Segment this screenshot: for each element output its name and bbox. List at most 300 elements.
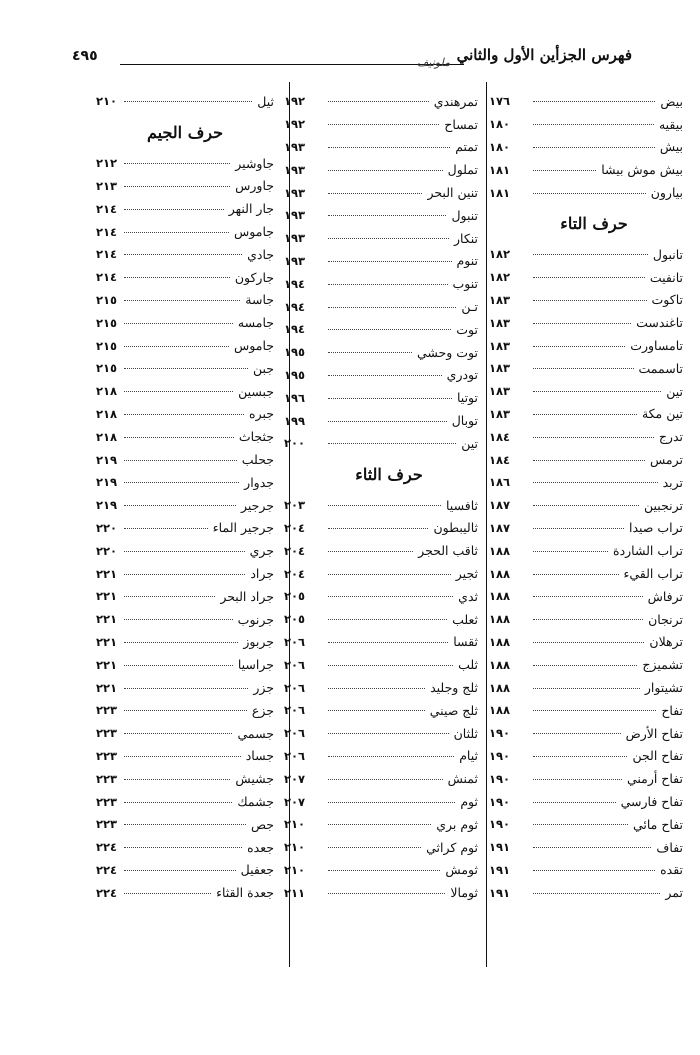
index-entry bbox=[489, 380, 683, 403]
entry-page-number: ٢١٨ bbox=[96, 429, 118, 444]
entry-page-number: ٢٢٤ bbox=[96, 840, 118, 855]
dot-leader bbox=[328, 869, 440, 871]
index-entry bbox=[489, 113, 683, 136]
entry-page-number: ١٨٣ bbox=[489, 406, 511, 421]
dot-leader bbox=[533, 413, 637, 415]
index-entry bbox=[96, 517, 274, 540]
entry-page-number: ١٨٠ bbox=[489, 117, 511, 132]
entry-term: جدوار bbox=[244, 474, 274, 490]
dot-leader bbox=[533, 892, 660, 894]
entry-term: ثوم bbox=[460, 794, 478, 809]
dot-leader bbox=[328, 283, 448, 285]
dot-leader bbox=[328, 306, 456, 308]
entry-term: بيض bbox=[660, 93, 683, 109]
index-entry bbox=[489, 653, 683, 676]
entry-page-number: ١٩١ bbox=[489, 862, 511, 877]
index-entry bbox=[489, 448, 683, 471]
entry-page-number: ٢٠٦ bbox=[284, 657, 306, 672]
dot-leader bbox=[124, 732, 232, 734]
entry-term: تنوب bbox=[452, 276, 478, 292]
entry-term: تراب الشاردة bbox=[613, 543, 683, 559]
dot-leader bbox=[533, 100, 655, 102]
entry-page-number: ٢٢٣ bbox=[96, 771, 118, 786]
dot-leader bbox=[533, 459, 645, 461]
entry-page-number: ٢٠٦ bbox=[284, 634, 306, 649]
index-entry bbox=[284, 386, 478, 409]
entry-term: تنين البحر bbox=[427, 185, 478, 201]
entry-term: تـن bbox=[461, 299, 478, 315]
entry-page-number: ٢٢٣ bbox=[96, 748, 118, 763]
index-entry bbox=[284, 250, 478, 273]
entry-page-number: ٢١٣ bbox=[96, 178, 118, 193]
entry-term: جساد bbox=[245, 748, 274, 764]
index-entry bbox=[284, 517, 478, 540]
index-entry bbox=[96, 197, 274, 220]
entry-page-number: ١٩٣ bbox=[284, 185, 306, 200]
entry-term: جشيش bbox=[235, 771, 274, 787]
dot-leader bbox=[328, 397, 452, 399]
entry-page-number: ٢٢٣ bbox=[96, 703, 118, 718]
dot-leader bbox=[328, 504, 441, 506]
dot-leader bbox=[533, 169, 596, 171]
entry-page-number: ٢١٠ bbox=[284, 817, 306, 832]
dot-leader bbox=[124, 208, 224, 210]
entry-page-number: ٢١٤ bbox=[96, 224, 118, 239]
entry-page-number: ٢٠٦ bbox=[284, 680, 306, 695]
index-entry bbox=[489, 357, 683, 380]
index-entry bbox=[284, 608, 478, 631]
index-entry bbox=[284, 90, 478, 113]
entry-term: ثوم كراثي bbox=[426, 839, 478, 855]
entry-term: تين bbox=[461, 435, 478, 451]
dot-leader bbox=[124, 869, 236, 871]
index-entry bbox=[489, 539, 683, 562]
dot-leader bbox=[124, 573, 245, 575]
index-entry bbox=[96, 539, 274, 562]
index-entry bbox=[489, 471, 683, 494]
dot-leader bbox=[533, 778, 622, 780]
dot-leader bbox=[328, 595, 453, 597]
index-entry bbox=[284, 272, 478, 295]
entry-term: ثمنش bbox=[447, 771, 478, 787]
entry-page-number: ١٨١ bbox=[489, 185, 511, 200]
entry-page-number: ١٨٢ bbox=[489, 270, 511, 285]
index-entry bbox=[96, 289, 274, 312]
dot-leader bbox=[328, 214, 446, 216]
index-entry bbox=[96, 220, 274, 243]
index-entry bbox=[96, 585, 274, 608]
dot-leader bbox=[533, 504, 639, 506]
index-entry bbox=[489, 585, 683, 608]
entry-term: ثدي bbox=[458, 588, 478, 604]
index-entry bbox=[489, 745, 683, 768]
index-entry bbox=[284, 585, 478, 608]
entry-page-number: ١٨٨ bbox=[489, 612, 511, 627]
dot-leader bbox=[124, 846, 242, 848]
index-entry bbox=[284, 836, 478, 859]
index-entry bbox=[489, 631, 683, 654]
entry-term: جحلب bbox=[241, 452, 274, 468]
entry-term: تانفيت bbox=[649, 269, 683, 285]
index-entry bbox=[284, 113, 478, 136]
entry-page-number: ٢١٩ bbox=[96, 452, 118, 467]
index-entry bbox=[489, 311, 683, 334]
entry-term: ثومش bbox=[445, 862, 478, 878]
entry-page-number: ٢٢١ bbox=[96, 566, 118, 581]
dot-leader bbox=[533, 550, 608, 552]
entry-term: تربد bbox=[662, 474, 683, 490]
dot-leader bbox=[328, 442, 456, 444]
entry-page-number: ٢٠٦ bbox=[284, 703, 306, 718]
entry-page-number: ٢١٥ bbox=[96, 338, 118, 353]
entry-page-number: ١٩٣ bbox=[284, 253, 306, 268]
entry-page-number: ١٨٨ bbox=[489, 657, 511, 672]
dot-leader bbox=[533, 146, 655, 148]
entry-page-number: ١٩٩ bbox=[284, 413, 306, 428]
dot-leader bbox=[533, 823, 628, 825]
entry-term: ترمس bbox=[649, 452, 683, 468]
dot-leader bbox=[124, 687, 248, 689]
dot-leader bbox=[328, 823, 431, 825]
entry-page-number: ١٩٦ bbox=[284, 390, 306, 405]
index-entry bbox=[284, 722, 478, 745]
entry-page-number: ١٨٣ bbox=[489, 292, 511, 307]
entry-term: جثجاث bbox=[238, 429, 274, 445]
entry-term: ثيل bbox=[257, 93, 274, 109]
entry-term: تين bbox=[666, 383, 683, 399]
entry-page-number: ١٩٤ bbox=[284, 276, 306, 291]
entry-page-number: ١٩٢ bbox=[284, 117, 306, 132]
entry-page-number: ٢٢١ bbox=[96, 680, 118, 695]
entry-page-number: ١٩٣ bbox=[284, 208, 306, 223]
section-heading: حرف الثاء bbox=[355, 464, 423, 484]
entry-term: تشيتوار bbox=[644, 680, 683, 696]
entry-page-number: ١٩٤ bbox=[284, 322, 306, 337]
dot-leader bbox=[124, 185, 230, 187]
dot-leader bbox=[533, 322, 631, 324]
dot-leader bbox=[533, 390, 661, 392]
index-column-right bbox=[489, 90, 683, 904]
entry-page-number: ٢٢٣ bbox=[96, 794, 118, 809]
dot-leader bbox=[328, 374, 442, 376]
entry-term: تنبول bbox=[451, 207, 478, 223]
entry-term: ثوم بري bbox=[436, 816, 478, 832]
index-entry bbox=[96, 699, 274, 722]
index-entry bbox=[96, 334, 274, 357]
dot-leader bbox=[533, 664, 637, 666]
entry-term: تفاح الأرض bbox=[625, 725, 683, 741]
dot-leader bbox=[328, 641, 448, 643]
entry-page-number: ٢٠٤ bbox=[284, 520, 306, 535]
index-entry bbox=[96, 813, 274, 836]
entry-page-number: ١٧٦ bbox=[489, 94, 511, 109]
dot-leader bbox=[124, 436, 234, 438]
entry-term: توتيا bbox=[457, 390, 478, 406]
dot-leader bbox=[124, 892, 211, 894]
entry-page-number: ١٨٨ bbox=[489, 680, 511, 695]
entry-term: توبال bbox=[451, 413, 478, 429]
entry-term: تامساورت bbox=[630, 338, 683, 354]
index-entry bbox=[284, 227, 478, 250]
entry-page-number: ٢٢٣ bbox=[96, 726, 118, 741]
entry-term: تاكوت bbox=[651, 292, 683, 308]
entry-term: تفاح أرمني bbox=[626, 771, 683, 787]
entry-page-number: ٢٠٤ bbox=[284, 543, 306, 558]
entry-term: جرنوب bbox=[237, 611, 274, 627]
entry-term: تمتم bbox=[455, 139, 478, 155]
entry-term: جرجير الماء bbox=[212, 520, 274, 536]
index-entry bbox=[489, 676, 683, 699]
index-entry bbox=[284, 790, 478, 813]
dot-leader bbox=[533, 709, 656, 711]
dot-leader bbox=[124, 413, 244, 415]
entry-term: تدرج bbox=[658, 429, 683, 445]
entry-page-number: ٢٢٠ bbox=[96, 543, 118, 558]
entry-term: جبن bbox=[252, 360, 274, 376]
entry-page-number: ٢١٥ bbox=[96, 315, 118, 330]
index-entry bbox=[489, 494, 683, 517]
entry-term: تنوم bbox=[456, 253, 478, 269]
entry-term: تفاح مائي bbox=[632, 816, 683, 832]
index-entry bbox=[96, 357, 274, 380]
entry-term: تودري bbox=[446, 367, 478, 383]
entry-page-number: ١٩٣ bbox=[284, 162, 306, 177]
index-entry bbox=[96, 745, 274, 768]
entry-term: جاموس bbox=[234, 338, 274, 354]
entry-term: ثجير bbox=[455, 566, 478, 582]
index-entry bbox=[96, 494, 274, 517]
index-entry bbox=[96, 608, 274, 631]
index-entry bbox=[96, 653, 274, 676]
entry-page-number: ١٩١ bbox=[489, 885, 511, 900]
entry-page-number: ٢٢١ bbox=[96, 634, 118, 649]
index-entry bbox=[284, 364, 478, 387]
index-entry bbox=[284, 295, 478, 318]
index-entry bbox=[96, 243, 274, 266]
dot-leader bbox=[533, 299, 647, 301]
entry-page-number: ١٨٤ bbox=[489, 452, 511, 467]
entry-term: جشمك bbox=[237, 794, 274, 809]
entry-term: جاورس bbox=[235, 178, 274, 194]
dot-leader bbox=[533, 573, 619, 575]
page-header bbox=[72, 42, 632, 72]
entry-page-number: ٢٠٧ bbox=[284, 794, 306, 809]
dot-leader bbox=[533, 345, 625, 347]
dot-leader bbox=[328, 100, 429, 102]
dot-leader bbox=[124, 504, 236, 506]
header-rule bbox=[120, 64, 464, 65]
entry-term: جص bbox=[250, 816, 274, 832]
dot-leader bbox=[124, 709, 247, 711]
entry-term: تنكار bbox=[454, 230, 478, 246]
index-entry bbox=[96, 676, 274, 699]
entry-term: بيش bbox=[659, 139, 683, 155]
index-entry bbox=[284, 136, 478, 159]
entry-term: جار النهر bbox=[228, 201, 274, 217]
entry-term: ثعلب bbox=[452, 611, 478, 627]
index-entry bbox=[284, 181, 478, 204]
dot-leader bbox=[124, 459, 237, 461]
entry-page-number: ٢٢٠ bbox=[96, 520, 118, 535]
entry-page-number: ٢٠٧ bbox=[284, 771, 306, 786]
entry-term: تمساح bbox=[444, 116, 478, 132]
index-entry bbox=[489, 562, 683, 585]
entry-page-number: ٢١٥ bbox=[96, 361, 118, 376]
entry-term: تانبول bbox=[652, 246, 683, 262]
dot-leader bbox=[124, 664, 233, 666]
dot-leader bbox=[124, 299, 240, 301]
page-number: ٤٩٥ bbox=[72, 48, 98, 64]
dot-leader bbox=[533, 367, 634, 369]
entry-page-number: ١٨٢ bbox=[489, 247, 511, 262]
index-column-middle bbox=[284, 90, 478, 904]
dot-leader bbox=[328, 328, 451, 330]
entry-page-number: ١٩٣ bbox=[284, 231, 306, 246]
dot-leader bbox=[533, 869, 655, 871]
index-entry bbox=[489, 243, 683, 266]
entry-term: ثلج صيني bbox=[429, 702, 478, 718]
index-entry bbox=[284, 318, 478, 341]
index-entry bbox=[96, 790, 274, 813]
index-entry bbox=[489, 722, 683, 745]
entry-page-number: ١٨٨ bbox=[489, 634, 511, 649]
column-divider bbox=[486, 82, 487, 967]
entry-page-number: ١٨٣ bbox=[489, 384, 511, 399]
entry-page-number: ١٩٠ bbox=[489, 794, 511, 809]
entry-page-number: ٢٠٥ bbox=[284, 589, 306, 604]
entry-term: ثيام bbox=[459, 748, 478, 764]
dot-leader bbox=[328, 664, 453, 666]
entry-term: تملول bbox=[447, 162, 478, 178]
dot-leader bbox=[328, 892, 445, 894]
entry-page-number: ٢٢٤ bbox=[96, 885, 118, 900]
entry-term: جاسة bbox=[245, 292, 274, 308]
dot-leader bbox=[328, 550, 413, 552]
dot-leader bbox=[328, 687, 425, 689]
index-entry bbox=[284, 409, 478, 432]
entry-page-number: ٢١٠ bbox=[284, 862, 306, 877]
dot-leader bbox=[328, 801, 455, 803]
entry-term: تاسممت bbox=[638, 360, 683, 376]
dot-leader bbox=[124, 550, 245, 552]
entry-term: جادي bbox=[247, 246, 274, 262]
index-entry bbox=[284, 341, 478, 364]
index-entry bbox=[284, 494, 478, 517]
index-entry bbox=[96, 266, 274, 289]
entry-term: ثاقب الحجر bbox=[418, 543, 478, 559]
index-entry bbox=[96, 722, 274, 745]
entry-term: تراب القيء bbox=[623, 566, 683, 582]
entry-page-number: ١٩٠ bbox=[489, 817, 511, 832]
index-entry bbox=[489, 608, 683, 631]
index-entry bbox=[284, 539, 478, 562]
entry-term: ثلج وجليد bbox=[430, 680, 478, 696]
dot-leader bbox=[124, 322, 233, 324]
entry-term: ثلب bbox=[458, 657, 478, 673]
dot-leader bbox=[328, 192, 422, 194]
entry-page-number: ٢١٥ bbox=[96, 292, 118, 307]
entry-term: تين مكة bbox=[641, 406, 683, 422]
index-entry bbox=[96, 881, 274, 904]
entry-page-number: ٢٠٠ bbox=[284, 436, 306, 451]
index-entry bbox=[489, 158, 683, 181]
index-entry bbox=[96, 562, 274, 585]
entry-page-number: ١٩٥ bbox=[284, 345, 306, 360]
index-entry bbox=[489, 181, 683, 204]
entry-page-number: ١٨٤ bbox=[489, 429, 511, 444]
entry-page-number: ٢٠٣ bbox=[284, 498, 306, 513]
index-entry bbox=[284, 631, 478, 654]
entry-page-number: ١٨١ bbox=[489, 162, 511, 177]
dot-leader bbox=[533, 527, 624, 529]
dot-leader bbox=[124, 367, 248, 369]
dot-leader bbox=[533, 641, 644, 643]
dot-leader bbox=[124, 618, 233, 620]
dot-leader bbox=[124, 253, 242, 255]
entry-term: جعدة القثاء bbox=[216, 885, 274, 901]
entry-page-number: ١٨٨ bbox=[489, 543, 511, 558]
entry-page-number: ١٩١ bbox=[489, 840, 511, 855]
index-entry bbox=[284, 699, 478, 722]
entry-page-number: ٢١٨ bbox=[96, 406, 118, 421]
dot-leader bbox=[124, 100, 252, 102]
index-entry bbox=[96, 425, 274, 448]
dot-leader bbox=[533, 595, 643, 597]
dot-leader bbox=[533, 436, 654, 438]
index-entry bbox=[96, 471, 274, 494]
entry-page-number: ٢١٤ bbox=[96, 247, 118, 262]
dot-leader bbox=[328, 846, 421, 848]
entry-page-number: ٢١٤ bbox=[96, 270, 118, 285]
entry-page-number: ١٨٠ bbox=[489, 139, 511, 154]
entry-page-number: ٢٠٤ bbox=[284, 566, 306, 581]
entry-page-number: ١٨٧ bbox=[489, 520, 511, 535]
dot-leader bbox=[124, 390, 233, 392]
entry-term: جراسيا bbox=[237, 657, 274, 673]
entry-page-number: ٢١٨ bbox=[96, 384, 118, 399]
entry-term: ثومالا bbox=[450, 885, 478, 901]
dot-leader bbox=[533, 618, 643, 620]
entry-term: جزر bbox=[253, 680, 274, 696]
entry-page-number: ١٩٤ bbox=[284, 299, 306, 314]
index-entry bbox=[284, 745, 478, 768]
entry-page-number: ٢١٠ bbox=[284, 840, 306, 855]
entry-term: ثقسا bbox=[453, 634, 478, 650]
entry-term: ترنجبين bbox=[644, 497, 683, 513]
dot-leader bbox=[328, 732, 449, 734]
entry-page-number: ٢٢١ bbox=[96, 612, 118, 627]
index-entry bbox=[96, 152, 274, 175]
entry-page-number: ١٩٢ bbox=[284, 94, 306, 109]
entry-term: تراب صيدا bbox=[628, 520, 683, 536]
dot-leader bbox=[533, 755, 627, 757]
entry-page-number: ٢١٩ bbox=[96, 498, 118, 513]
entry-page-number: ١٨٣ bbox=[489, 338, 511, 353]
entry-page-number: ١٨٨ bbox=[489, 589, 511, 604]
entry-page-number: ١٨٧ bbox=[489, 498, 511, 513]
index-entry bbox=[489, 813, 683, 836]
entry-page-number: ١٨٦ bbox=[489, 475, 511, 490]
index-entry bbox=[489, 517, 683, 540]
dot-leader bbox=[124, 801, 232, 803]
dot-leader bbox=[328, 169, 443, 171]
entry-page-number: ١٨٨ bbox=[489, 566, 511, 581]
entry-page-number: ٢١١ bbox=[284, 885, 306, 900]
index-entry bbox=[96, 836, 274, 859]
entry-term: جبره bbox=[249, 406, 274, 422]
dot-leader bbox=[124, 778, 230, 780]
dot-leader bbox=[533, 481, 658, 483]
